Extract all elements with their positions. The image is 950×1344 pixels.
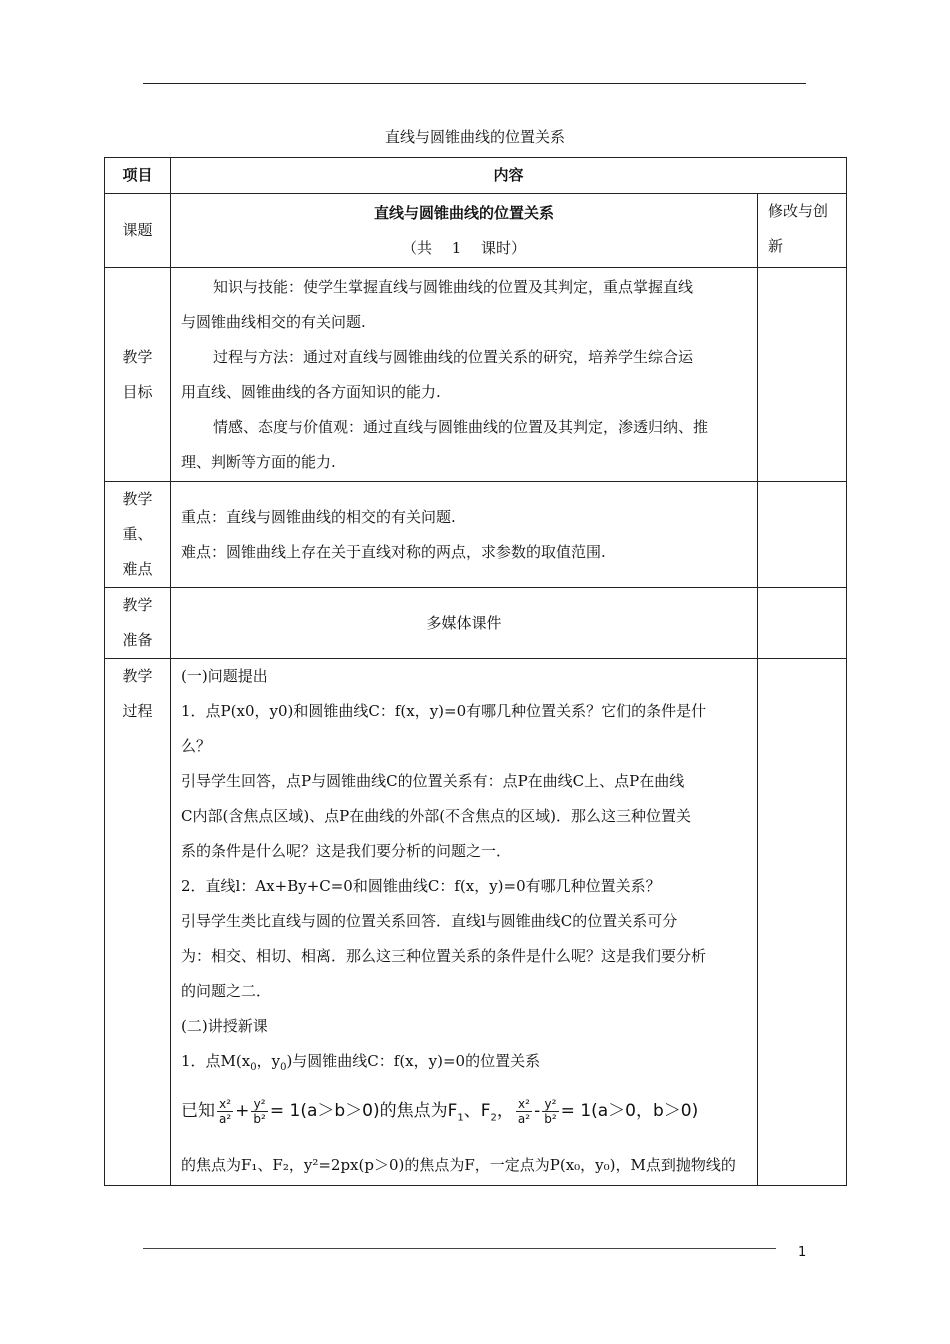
prep-label-line2: 准备 bbox=[122, 631, 153, 649]
keypoints-label-line1: 教学 bbox=[122, 490, 153, 508]
goals-content bbox=[171, 268, 758, 482]
answer-2-line1: 引导学生类比直线与圆的位置关系回答．直线l与圆锥曲线C的位置关系可分 bbox=[181, 912, 678, 930]
subject-title: 直线与圆锥曲线的位置关系 bbox=[373, 203, 554, 222]
header-item: 项目 bbox=[105, 158, 171, 194]
modify-innovate-note: 修改与创新 bbox=[757, 194, 846, 268]
header-rule bbox=[143, 83, 806, 84]
answer-1-line1: 引导学生回答，点P与圆锥曲线C的位置关系有：点P在曲线C上、点P在曲线 bbox=[181, 772, 685, 790]
section-lecture-heading: (二)讲授新课 bbox=[181, 1017, 268, 1035]
goal-knowledge: 知识与技能：使学生掌握直线与圆锥曲线的位置及其判定，重点掌握直线 bbox=[213, 277, 694, 296]
goals-label bbox=[105, 268, 171, 482]
question-2: 2．直线l：Ax+By+C=0和圆锥曲线C：f(x，y)=0有哪几种位置关系？ bbox=[181, 877, 661, 895]
answer-1-line2: C内部(含焦点区域)、点P在曲线的外部(不含焦点的区域)．那么这三种位置关 bbox=[181, 807, 691, 825]
process-label-line1: 教学 bbox=[122, 667, 153, 685]
goals-note bbox=[757, 268, 846, 482]
prep-note bbox=[757, 588, 846, 659]
goals-label-line1: 教学 bbox=[122, 347, 153, 366]
subject-hours: （共 1 课时） bbox=[401, 238, 527, 257]
answer-2-line3: 的问题之二． bbox=[181, 982, 272, 1000]
goal-attitude-cont: 理、判断等方面的能力. bbox=[181, 452, 336, 471]
process-label bbox=[105, 659, 171, 1186]
prep-row bbox=[105, 588, 847, 659]
difficult-point: 难点：圆锥曲线上存在关于直线对称的两点，求参数的取值范围. bbox=[181, 542, 606, 561]
prep-content: 多媒体课件 bbox=[171, 588, 758, 659]
goals-row bbox=[105, 268, 847, 482]
process-row bbox=[105, 659, 847, 1186]
goal-process: 过程与方法：通过对直线与圆锥曲线的位置关系的研究，培养学生综合运 bbox=[213, 347, 694, 366]
prep-label-line1: 教学 bbox=[122, 596, 153, 614]
answer-1-line3: 系的条件是什么呢？这是我们要分析的问题之一． bbox=[181, 842, 512, 860]
lecture-point-1: 1．点$M(x_0$，$y_0$)与圆锥曲线C：f(x，y)=0的位置关系 bbox=[181, 1052, 541, 1073]
goal-process-cont: 用直线、圆锥曲线的各方面知识的能力. bbox=[181, 382, 441, 401]
keypoints-label bbox=[105, 482, 171, 588]
process-label-line2: 过程 bbox=[122, 702, 153, 720]
header-content: 内容 bbox=[171, 158, 847, 194]
lesson-plan-table bbox=[104, 157, 847, 1186]
section-problem-heading: (一)问题提出 bbox=[181, 667, 268, 685]
subject-label: 课题 bbox=[105, 194, 171, 268]
keypoints-label-line2: 重、 bbox=[122, 525, 153, 543]
focus-line: 的焦点为F₁、F₂，y²=2px(p＞0)的焦点为F，一定点为P(x₀，y₀)，M点到抛物线的 bbox=[181, 1156, 736, 1175]
subject-row bbox=[105, 194, 847, 268]
document-title: 直线与圆锥曲线的位置关系 bbox=[384, 128, 565, 146]
keypoints-row bbox=[105, 482, 847, 588]
conic-formula: 已知 $\frac{\text{x²}}{\text{a²}}$ + $\frac{\text{y²}}{\text{b²}}$ = 1(a＞b＞0)的焦点为$F_1$、$F_2$， $\frac{\text{x²}}{\text{a²}}$ - $\frac{\text{y²}}{\text{b²}}$ = 1(a＞0，b＞0) bbox=[181, 1096, 699, 1126]
table-header-row bbox=[105, 158, 847, 194]
answer-2-line2: 为：相交、相切、相离．那么这三种位置关系的条件是什么呢？这是我们要分析 bbox=[181, 947, 707, 965]
question-1: 1．点P(x0，y0)和圆锥曲线C：f(x，y)=0有哪几种位置关系？它们的条件是什 bbox=[181, 702, 707, 720]
prep-label bbox=[105, 588, 171, 659]
goals-label-line2: 目标 bbox=[122, 382, 153, 401]
keypoints-note bbox=[757, 482, 846, 588]
keypoints-label-line3: 难点 bbox=[122, 560, 153, 578]
question-1-cont: 么？ bbox=[181, 737, 212, 755]
goal-knowledge-cont: 与圆锥曲线相交的有关问题. bbox=[181, 312, 366, 331]
goal-attitude: 情感、态度与价值观：通过直线与圆锥曲线的位置及其判定，渗透归纳、推 bbox=[213, 417, 709, 436]
keypoints-content bbox=[171, 482, 758, 588]
page-number: 1 bbox=[798, 1245, 807, 1260]
process-content bbox=[171, 659, 758, 1186]
key-point: 重点：直线与圆锥曲线的相交的有关问题. bbox=[181, 507, 456, 526]
footer-rule bbox=[143, 1248, 776, 1249]
process-note bbox=[757, 659, 846, 1186]
subject-content bbox=[171, 194, 758, 268]
